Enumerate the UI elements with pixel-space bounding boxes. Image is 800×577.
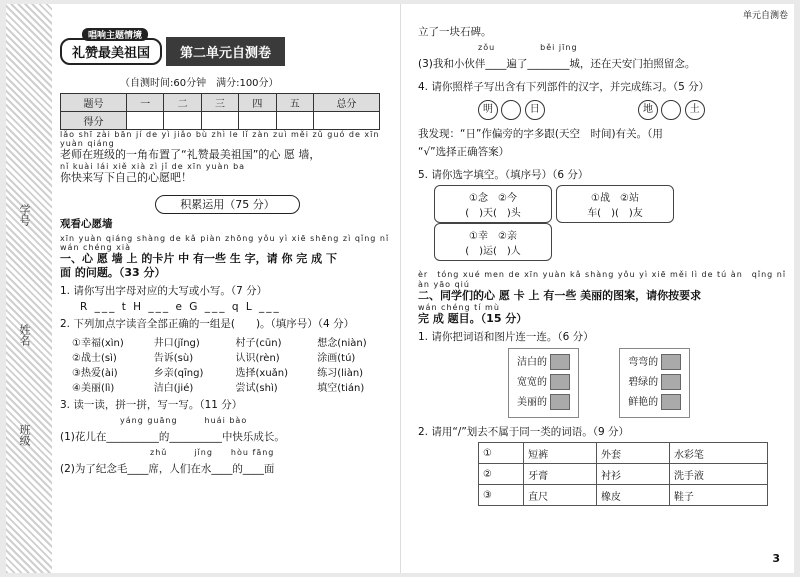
char-circle: 地 xyxy=(638,100,658,120)
score-table xyxy=(60,93,380,130)
picture-icon xyxy=(550,394,570,410)
section-heading xyxy=(60,193,395,212)
fill-blank[interactable]: (1)花儿在__________的__________中快乐成长。 xyxy=(60,431,285,443)
match-word: 宽宽的 xyxy=(517,377,547,388)
component-diagram xyxy=(478,100,788,120)
pinyin: zhǔ jǐng hòu fāng xyxy=(150,448,275,457)
match-word: 鲜艳的 xyxy=(628,397,659,408)
theme-tag: 唱响主题情境 xyxy=(82,28,148,41)
match-word: 洁白的 xyxy=(517,357,547,368)
match-right xyxy=(619,348,690,418)
matching-exercise xyxy=(508,348,788,418)
score-cell[interactable] xyxy=(164,112,201,130)
cell: 得分 xyxy=(61,112,127,130)
score-cell[interactable] xyxy=(127,112,164,130)
title-banner xyxy=(60,30,395,68)
theme-badge xyxy=(60,30,162,65)
theme-label: 礼赞最美祖国 xyxy=(72,45,151,61)
exam-page xyxy=(6,4,794,573)
option: 告诉(sù) xyxy=(153,353,194,364)
part-heading: 完 成 题目。（15 分） xyxy=(418,312,528,325)
char-circle: 日 xyxy=(525,100,545,120)
score-cell[interactable] xyxy=(276,112,313,130)
option: 井口(jǐng) xyxy=(153,338,200,349)
question-1: 1. 请你写出字母对应的大写或小写。（7 分） xyxy=(60,285,268,297)
question-4: 4. 请你照样子写出含有下列部件的汉字，并完成练习。（5 分） xyxy=(418,81,710,93)
picture-icon xyxy=(550,374,570,390)
picture-icon xyxy=(550,354,570,370)
option: 填空(tián) xyxy=(317,383,365,394)
choice-box[interactable] xyxy=(434,223,552,261)
table-row xyxy=(479,443,768,464)
option: 乡亲(qīng) xyxy=(153,368,204,379)
choice-boxes xyxy=(434,185,788,261)
option: 选择(xuǎn) xyxy=(235,368,289,379)
word-cell[interactable]: 牙膏 xyxy=(524,464,597,485)
option-row xyxy=(72,364,395,379)
right-column xyxy=(418,4,788,506)
table-row xyxy=(479,464,768,485)
match-item[interactable] xyxy=(628,353,681,373)
choice-box[interactable] xyxy=(556,185,674,223)
option: ③热爱(ài) xyxy=(72,368,118,379)
match-word: 美丽的 xyxy=(517,397,547,408)
cell: 五 xyxy=(276,94,313,112)
cell: ③ xyxy=(479,485,524,506)
intro-text: 你快来写下自己的心愿吧！ xyxy=(60,171,192,184)
picture-icon xyxy=(661,394,681,410)
word-cell[interactable]: 鞋子 xyxy=(669,485,767,506)
cell: ② xyxy=(479,464,524,485)
match-item[interactable] xyxy=(628,393,681,413)
choice-options: ①念 ②今 xyxy=(469,193,517,204)
pinyin: xīn yuàn qiáng shàng de kǎ piàn zhōng yǒu yì xiē shēng zì qǐng nǐ wán chéng xià xyxy=(60,234,390,252)
cell: 题号 xyxy=(61,94,127,112)
section-label: 积累运用（75 分） xyxy=(155,195,300,214)
option: 洁白(jié) xyxy=(153,383,194,394)
option-row xyxy=(72,379,395,394)
choice-fill: 车( )( )友 xyxy=(587,208,643,219)
page-number: 3 xyxy=(772,552,780,565)
option: ④美丽(lì) xyxy=(72,383,115,394)
cell: 四 xyxy=(239,94,276,112)
word-cell[interactable]: 橡皮 xyxy=(597,485,670,506)
option: 认识(rèn) xyxy=(235,353,280,364)
choice-options: ①幸 ②亲 xyxy=(469,231,517,242)
cell: 三 xyxy=(201,94,238,112)
side-label: 姓名 xyxy=(18,324,31,346)
question-2-2: 2. 请用“/”划去不属于同一类的词语。（9 分） xyxy=(418,426,630,438)
match-item[interactable] xyxy=(628,373,681,393)
choice-box[interactable] xyxy=(434,185,552,223)
option: 尝试(shì) xyxy=(235,383,278,394)
word-cell[interactable]: 洗手液 xyxy=(669,464,767,485)
part-heading: 二、同学们的心 愿 卡 上 有一些 美丽的图案，请你按要求 xyxy=(418,289,702,302)
left-column xyxy=(60,14,395,479)
finding-text: 我发现：“日”作偏旁的字多跟(天空 时间)有关。（用 xyxy=(418,128,663,140)
letter-row[interactable]: R ___ t H ___ e G ___ q L ___ xyxy=(80,301,281,313)
pinyin: èr tóng xué men de xīn yuàn kǎ shàng yǒu yì xiē měi lì de tú àn qǐng nǐ àn yāo qiú xyxy=(418,270,787,289)
part-heading: 面 的问题。（33 分） xyxy=(60,266,166,279)
score-cell[interactable] xyxy=(239,112,276,130)
subheading: 观看心愿墙 xyxy=(60,218,113,230)
part-heading: 一、心 愿 墙 上 的卡片 中 有一些 生 字，请 你 完 成 下 xyxy=(60,252,337,265)
cell: 总分 xyxy=(313,94,379,112)
question-2: 2. 下列加点字读音全部正确的一组是( )。（填序号）（4 分） xyxy=(60,318,355,330)
pinyin: wán chéng tí mù xyxy=(418,303,500,312)
char-circle: 明 xyxy=(478,100,498,120)
option: ②战士(sì) xyxy=(72,353,117,364)
match-item[interactable] xyxy=(517,353,570,373)
choice-options: ①战 ②站 xyxy=(591,193,639,204)
exam-title: 第二单元自测卷 xyxy=(166,37,285,66)
fill-blank[interactable]: (3)我和小伙伴____遍了________城，还在天安门拍照留念。 xyxy=(418,58,696,70)
word-table xyxy=(478,442,768,506)
char-circle: 土 xyxy=(685,100,705,120)
option-row xyxy=(72,349,395,364)
pinyin: lǎo shī zài bān jí de yì jiǎo bù zhì le lǐ zàn zuì měi zǔ guó de xīn yuàn qiáng xyxy=(60,130,380,148)
option: ①幸福(xìn) xyxy=(72,338,124,349)
page-divider xyxy=(400,4,401,573)
match-item[interactable] xyxy=(517,393,570,413)
question-3: 3. 读一读，拼一拼，写一写。（11 分） xyxy=(60,399,243,411)
score-cell[interactable] xyxy=(313,112,379,130)
option: 村子(cūn) xyxy=(235,338,282,349)
picture-icon xyxy=(661,354,681,370)
side-label: 学号 xyxy=(18,204,31,226)
pinyin: zǒu běi jīng xyxy=(478,43,578,52)
word-cell[interactable]: 水彩笔 xyxy=(669,443,767,464)
match-item[interactable] xyxy=(517,373,570,393)
question-2-1: 1. 请你把词语和图片连一连。（6 分） xyxy=(418,331,594,343)
cell: 二 xyxy=(164,94,201,112)
option: 想念(niàn) xyxy=(317,338,367,349)
cell: 一 xyxy=(127,94,164,112)
picture-icon xyxy=(661,374,681,390)
pinyin: yáng guāng huái bào xyxy=(120,416,248,425)
cell: ① xyxy=(479,443,524,464)
word-cell[interactable]: 短裤 xyxy=(524,443,597,464)
match-word: 弯弯的 xyxy=(628,357,659,368)
side-label: 班级 xyxy=(18,424,31,446)
intro-text: 老师在班级的一角布置了“礼赞最美祖国”的心 愿 墙， xyxy=(60,148,321,161)
continued-text: 立了一块石碑。 xyxy=(418,26,492,38)
binding-strip xyxy=(6,4,52,573)
choice-fill: ( )运( )人 xyxy=(465,246,521,257)
choice-fill: ( )天( )头 xyxy=(465,208,521,219)
question-5: 5. 请你选字填空。（填序号）（6 分） xyxy=(418,169,589,181)
match-left xyxy=(508,348,579,418)
word-cell[interactable]: 直尺 xyxy=(524,485,597,506)
option: 涂画(tú) xyxy=(317,353,356,364)
blank-circle[interactable] xyxy=(661,100,681,120)
finding-text: “√”选择正确答案） xyxy=(418,146,510,158)
match-word: 碧绿的 xyxy=(628,377,659,388)
corner-label: 单元自测卷 xyxy=(742,11,788,21)
blank-circle[interactable] xyxy=(501,100,521,120)
table-row xyxy=(479,485,768,506)
fill-blank[interactable]: (2)为了纪念毛____席，人们在水____的____面 xyxy=(60,463,275,475)
option: 练习(liàn) xyxy=(317,368,364,379)
exam-info: （自测时间:60分钟 满分:100分） xyxy=(120,78,279,89)
option-row xyxy=(72,334,395,349)
word-cell[interactable]: 衬衫 xyxy=(597,464,670,485)
word-cell[interactable]: 外套 xyxy=(597,443,670,464)
score-cell[interactable] xyxy=(201,112,238,130)
pinyin: nǐ kuài lái xiě xià zì jǐ de xīn yuàn ba xyxy=(60,162,246,171)
